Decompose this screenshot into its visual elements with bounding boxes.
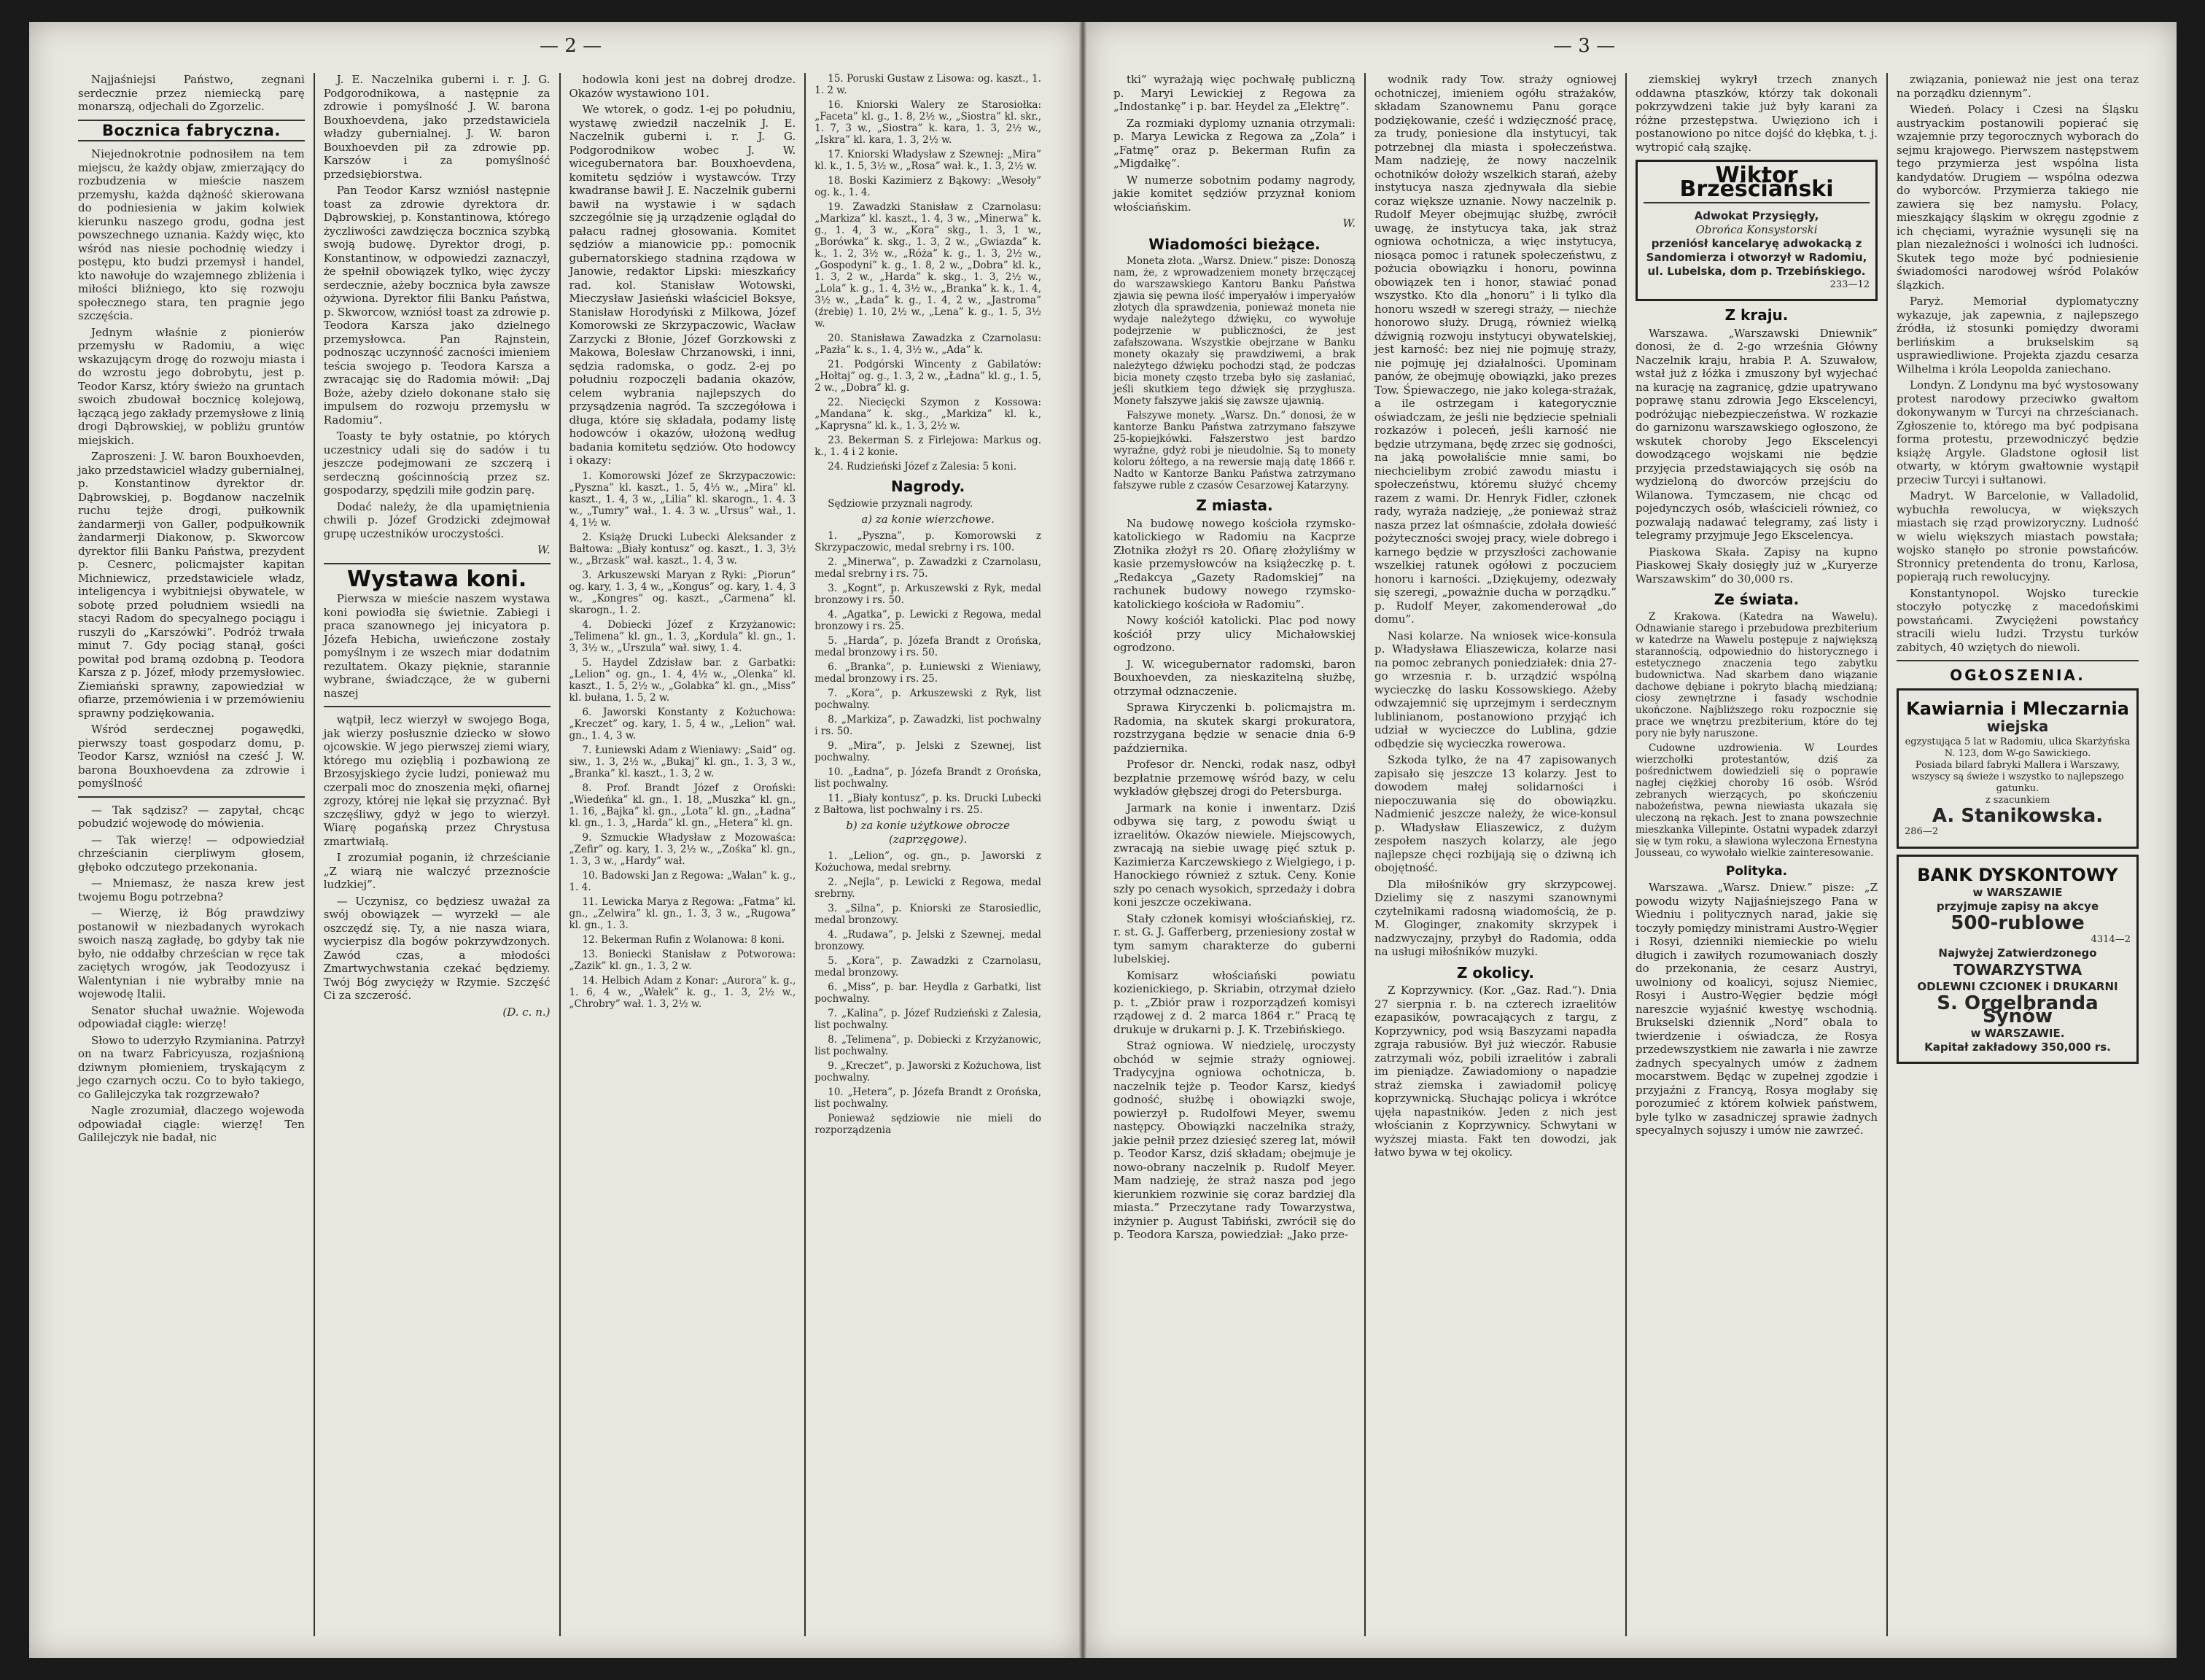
divider (324, 563, 551, 564)
paragraph: J. W. wicegubernator radomski, baron Bouxhoevden, za nieskazitelną służbę, otrzymał odznaczenie. (1113, 657, 1356, 698)
paragraph: Niejednokrotnie podnosiłem na tem miejscu, że każdy objaw, zmierzający do rozbudzenia w mieście naszem przemysłu, każda dążność skierowana do podniesienia w jakim kolwiek kierunku naszego grodu, godna jest powszechnego uznania. Każdy więc, kto wśród nas niesie pochodnię wiedzy i postępu, kto budzi przemysł i handel, kto nawołuje do wzajemnego zbliżenia i miłości bliźniego, kto się rozwoju społecznego stara, ten pragnie jego szczęścia. (78, 147, 305, 322)
section-heading: Ze świata. (1714, 591, 1800, 608)
paragraph: Straż ogniowa. W niedzielę, uroczysty obchód w sejmie straży ogniowej. Tradycyjna ogniowa ochotnicza, b. naczelnik tejże p. Teodor Karsz, kiedyś godność, służbę i obowiązki swoje, powierzył p. Rudolfowi Meyer, swemu następcy. Obowiązki naczelnika straży, jakie pełnił przez dziesięć szereg lat, mówił p. Teodor Karsz, dziś składam; obejmuje je nowo-obrany naczelnik p. Rudolf Meyer. Mam nadzieję, że straż nasza pod jego kierunkiem rozwinie się coraz bardziej dla miasta.” Przeczytane rady Towarzystwa, inżynier p. August Tabiński, zwrócił się do p. Teodora Karsza, powiedział: „Jako prze- (1113, 1039, 1356, 1241)
ad-text: egzystująca 5 lat w Radomiu, ulica Skarżyńska N. 123, dom W-go Sawickiego. (1905, 736, 2131, 759)
list-item: 16. Kniorski Walery ze Starosiołka: „Faceta” kl. g., 1. 8, 2½ w., „Siostra” kl. skr., 1. 7, 3 w., „Siostra” k. kara, 1. 3, 2½ w., „Iskra” kl. kara, 1. 3, 2½ w. (814, 99, 1041, 146)
paragraph: Fałszywe monety. „Warsz. Dn.” donosi, że w kantorze Banku Państwa zatrzymano fałszywe 25-kopiejkówki. Fałszerstwo jest bardzo wyraźne, gdyż robi je nieudolnie. Są to monety koloru żółtego, a na rewersie mają datę 1866 r. Nadto w Kantorze Banku Państwa zatrzymano fałszywe ruble z czasów Cesarzowej Katarzyny. (1113, 410, 1356, 491)
list-item: 7. „Kalina”, p. Józef Rudzieński z Zalesia, list pochwalny. (814, 1008, 1041, 1031)
list-item: 7. „Kora”, p. Arkuszewski z Ryk, list pochwalny. (814, 688, 1041, 711)
ad-code: 233—12 (1829, 279, 1870, 290)
ad-text: Adwokat Przysięgły, (1694, 209, 1819, 222)
list-item: 24. Rudzieński Józef z Zalesia: 5 koni. (828, 461, 1017, 472)
paragraph: Pan Teodor Karsz wzniósł następnie toast za zdrowie dyrektora dr. Dąbrowskiej, p. Konstantinowa, którego życzliwości zawdzięcza bocznica szybką swoją budowę. Dyrektor drogi, p. Konstantinow, w odpowiedzi zaznaczył, że spełnił obowiązek tylko, więc życzy serdecznie, ażeby bocznica była zawsze ożywiona. Dyrektor filii Banku Państwa, p. Skworcow, wzniósł toast za zdrowie p. Teodora Karsza jako dzielnego przemysłowca. Pan Rajnstein, podnosząc uczynność zacności imieniem teścia swojego p. Teodora Karsza a zwracając się do Radomia mówił: „Daj Boże, ażeby dzieło dokonane stało się impulsem do rozwoju przemysłu w Radomiu”. (323, 184, 551, 427)
list-item: 6. Jaworski Konstanty z Kożuchowa: „Kreczet” og. kary, 1. 5, 4 w., „Lelion” wał. gn., 1. 4, 3 w. (569, 706, 796, 742)
advertisement-bank (1897, 855, 2139, 1064)
list-item: 8. Prof. Brandt Józef z Oroński: „Wiedeńka” kl. gn., 1. 18, „Muszka” kl. gn., 1. 16, „Bajka” kl. gn., „Lota” kl. gn., „Ładna” kl. gn., 1. 3, „Harda” kl. gn., „Hetera” kl. gn. (569, 782, 796, 829)
list-item: 6. „Branka”, p. Łuniewski z Wieniawy, medal bronzowy i rs. 25. (814, 661, 1041, 685)
paragraph: W numerze sobotnim podamy nagrody, jakie komitet sędziów przyznał koniom włościańskim. (1113, 173, 1356, 214)
ad-text: w WARSZAWIE (1972, 886, 2063, 899)
list-item: 5. „Kora”, p. Zawadzki z Czarnolasu, medal bronzowy. (814, 955, 1041, 979)
ad-text: TOWARZYSTWA (1953, 961, 2082, 979)
paragraph: hodowla koni jest na dobrej drodze. Okazów wystawiono 101. (569, 73, 796, 100)
list-item: 4. „Agatka”, p. Lewicki z Regowa, medal bronzowy i rs. 25. (814, 609, 1041, 632)
paragraph: Cudowne uzdrowienia. W Lourdes wierzchołki protestantów, dziś za pośrednictwem dowiedzieli się o poprawie nagłej ciężkiej choroby 16 osób. Wśród zebranych wierzących, po skończeniu nabożeństwa, pewna niewiasta ukazała się uleczoną na rękach. Jest to znana powszechnie mieszkanka Villepinte. Ostatni wypadek zdarzył się w tym roku, a sławiona wyleczona Ernestyna Jousseau, co wywołało wielkie zainteresowanie. (1636, 742, 1878, 859)
divider (1897, 660, 2139, 661)
paragraph: Londyn. Z Londynu ma być wystosowany protest narodowy przeciwko gwałtom dokonywanym w Turcyi na chrześcianach. Zgłoszenie to, którego ma być podpisana forma protestu, przewodniczyć będzie książę Argyle. Gladstone ogłosił list otwarty, w którym gwałtownie wystąpił przeciw Turcyi i sułtanowi. (1897, 378, 2139, 486)
paragraph: I zrozumiał poganin, iż chrześcianie „Z wiarą nie walczyć przeznoście ludzkiej”. (323, 851, 551, 891)
paragraph: — Tak wierzę! — odpowiedział chrześcianin cierpliwym głosem, głęboko odczutego przekonania. (78, 833, 305, 874)
paragraph: Pierwsza w mieście naszem wystawa koni powiodła się świetnie. Zabiegi i praca szanownego jej inicyatora p. Józefa Hebicha, uwieńczone zostały pomyślnym i ze wszech miar dodatnim rezultatem. Okazy pięknie, starannie wybrane, świadczące, że w guberni naszej (323, 592, 551, 700)
list-item: 1. Komorowski Józef ze Skrzypaczowic: „Pyszna” kl. kaszt., 1. 5, 4⅓ w., „Mira” kl. kaszt., 1. 4, 3 w., „Lilia” kl. skarogn., 1. 4. 3 w., „Tumry” wał., 1. 4. 3 w. „Ursus” wał., 1. 4, 1½ w. (569, 470, 796, 529)
ad-code: 286—2 (1905, 826, 1939, 837)
ad-amount: 500-rublowe (1951, 912, 2085, 934)
list-item: 6. „Miss”, p. bar. Heydla z Garbatki, list pochwalny. (814, 981, 1041, 1005)
list-item: 1. „Lelion”, og. gn., p. Jaworski z Kożuchowa, medal srebrny. (814, 850, 1041, 874)
ad-code: 4314—2 (2091, 933, 2131, 945)
section-heading: Z miasta. (1196, 497, 1273, 514)
subheading: b) za konie użytkowe obrocze (zaprzęgowe). (846, 819, 1010, 846)
paragraph: Warszawa. „Warsz. Dniew.” pisze: „Z powodu wizyty Najjaśniejszego Pana w Wiedniu i politycznych narad, jakie się toczyły pomiędzy ministrami Austro-Węgier i Rosyi, dzienniki niemieckie po wielu długich i zawiłych rozumowaniach doszły do przekonania, że cesarz Austryi, uwolniony od koalicyi, sojusz Niemiec, Rosyi i Austro-Węgier będzie mógł nareszcie wyjaśnić kwestyę wschodnią. Brukselski dziennik „Nord” obala to twierdzenie i oświadcza, że Rosya przedewszystkiem nie zawarła i nie zawrze żadnych specyalnych umów z żadnem mocarstwem. Będąc w zupełnej zgodzie i przyjaźni z Francyą, Rosya mogłaby się porozumieć z którem kolwiek państwem, byle tylko w zasadniczej sprawie żadnych specyalnych sojuszy i umów nie zawrzeć. (1636, 881, 1878, 1137)
page-number: — 2 — (540, 35, 602, 57)
ad-text: w WARSZAWIE. (1970, 1026, 2065, 1040)
list-item: 20. Stanisława Zawadzka z Czarnolasu: „Pazła” k. s., 1. 4, 3½ w., „Ada” k. (814, 332, 1041, 356)
paragraph: Nagle zrozumiał, dlaczego wojewoda odpowiadał ciągle: wierzę! Ten Galilejczyk nie badał, nic (78, 1104, 305, 1144)
paragraph: Szkoda tylko, że na 47 zapisowanych zapisało się jeszcze 13 kolarzy. Jest to dowodem małej solidarności i niepoczuwania się do obowiązku. Nadmienić jeszcze należy, że wice-konsul p. Władysław Eliaszewicz, z dużym zespołem naszych kolarzy, ale jego najlepsze chęci rozbijają się o dziwną ich obojętność. (1374, 753, 1617, 874)
list-item: 3. „Silna”, p. Kniorski ze Starosiedlic, medal bronzowy. (814, 903, 1041, 926)
paragraph: tki” wyrażają więc pochwałę publiczną p. Maryi Lewickiej z Regowa za „Indostankę” i p. bar. Heydel za „Elektrę”. (1113, 73, 1356, 113)
paragraph: — Wierzę, iż Bóg prawdziwy postanowił w niezbadanych wyrokach swoich naszą zagładę, bo gdyby tak nie było, nie oddałby chrześcian w ręce tak zaciętych wrogów, jak Teodozyusz i Walentynian i nie wybrałby mnie na wojewodę Italii. (78, 906, 305, 1000)
ad-text: Najwyżej Zatwierdzonego (1938, 946, 2097, 960)
list-item: 4. „Rudawa”, p. Jelski z Szewnej, medal bronzowy. (814, 929, 1041, 952)
signature: (D. c. n.) (502, 1005, 551, 1019)
list-item: 8. „Markiza”, p. Zawadzki, list pochwalny i rs. 50. (814, 714, 1041, 737)
paragraph: Sprawa Kiryczenki b. policmajstra m. Radomia, na skutek skargi prokuratora, rozstrzygana będzie w senacie dnia 6-9 października. (1113, 701, 1356, 755)
article-heading: Wystawa koni. (346, 566, 527, 592)
ad-text: przyjmuje zapisy na akcye (1936, 900, 2099, 913)
ad-text: przeniósł kancelaryę adwokacką z Sandomierza i otworzył w Radomiu, ul. Lubelska, dom p. Trzebińskiego. (1646, 236, 1867, 278)
divider (1644, 202, 1870, 203)
list-item: 10. Badowski Jan z Regowa: „Walan” k. g., 1. 4. (569, 869, 796, 893)
divider (324, 706, 551, 707)
list-item: 11. Lewicka Marya z Regowa: „Fatma” kl. gn., „Zelwira” kl. gn., 1. 3, 3 w., „Rugowa” kl. gn., 1. 3. (569, 895, 796, 931)
page-gutter (1079, 22, 1086, 1658)
advertisement-lawyer (1636, 160, 1878, 301)
paragraph: Stały członek komisyi włościańskiej, rz. r. st. G. J. Gafferberg, przeniesiony został w tym samym charakterze do guberni lubelskiej. (1113, 911, 1356, 965)
paragraph: Wiedeń. Polacy i Czesi na Śląsku austryackim postanowili popierać się wzajemnie przy tegorocznych wyborach do sejmu krajowego. Pierwszem następstwem tego przymierza jest wspólna lista kandydatów. Drugiem — wspólna odezwa do wyborców. Przymierza takiego nie zawiera się bez namysłu. Polacy, mieszkający śląskim w okręgu zgodnie z ich chęciami, wyraźnie wysunęli się na plan niezależności i wolności ich ludności. Skutek tego może być podniesienie świadomości narodowej wśród Polaków ślązkich. (1897, 103, 2139, 292)
list-item: 17. Kniorski Władysław z Szewnej: „Mira” kl. k., 1. 5, 3½ w., „Rosa” wał. k., 1. 3, 2½ w. (814, 149, 1041, 172)
list-item: 10. „Ładna”, p. Józefa Brandt z Orońska, list pochwalny. (814, 766, 1041, 790)
column-3 (561, 73, 806, 1636)
page-number: — 3 — (1553, 35, 1616, 57)
paragraph: Konstantynopol. Wojsko tureckie stoczyło potyczkę z macedońskimi powstańcami. Zwyciężeni powstańcy stracili wielu ludzi. Trzystu turków zabitych, 40 wziętych do niewoli. (1897, 586, 2139, 654)
list-item: 21. Podgórski Wincenty z Gabilatów: „Hołtaj” og. g., 1. 3, 2 w., „Ładna” kl. g., 1. 5, 2 w., „Dobra” kl. g. (814, 359, 1041, 394)
paragraph: Madryt. W Barcelonie, w Valladolid, wybuchła rewolucya, w większych miastach się rząd prowizoryczny. Ludność w wielu większych miastach powstała; wojsko stanęło po stronie powstańców. Stronnicy pretendenta do tronu, Karlosa, popierają ruch rewolucyjny. (1897, 489, 2139, 583)
divider (78, 796, 305, 798)
list-item: 13. Boniecki Stanisław z Potworowa: „Zazik” kl. gn., 1. 3, 2 w. (569, 948, 796, 972)
paragraph: Z Koprzywnicy. (Kor. „Gaz. Rad.”). Dnia 27 sierpnia r. b. na czterech izraelitów ezapasików, powracających z targu, z Koprzywnicy, pod wsią Baszyzami napadła zgraja rabusiów. Był już wieczór. Rabusie zatrzymali wóz, pobili izraelitów i zabrali im pieniądze. Zawiadomiony o napadzie straż ziemska i zawiadomił policyę koprzywnicką. Słuchając policya i wkrótce ujęła napastników. Jeden z nich jest włościanin z Koprzywnicy. Schwytani w wyższej miasta. Fakt ten dowodzi, jak łatwo bywa w tej okolicy. (1374, 984, 1617, 1159)
paragraph: Najjaśniejsi Państwo, zegnani serdecznie przez niemiecką parę monarszą, odjechali do Zgorzelic. (78, 73, 305, 113)
column-1 (69, 73, 315, 1636)
section-heading: Z okolicy. (1456, 963, 1535, 981)
signature: W. (1342, 217, 1356, 230)
right-page (1086, 22, 2177, 1658)
paragraph: J. E. Naczelnika guberni i. r. J. G. Podgorodnikowa, a następnie za zdrowie i pomyślność J. W. barona Bouxhoevdena, jako przedstawiciela władzy gubernialnej. J. W. baron Bouxhoevden pił za zdrowie pp. Karszów i za pomyślność przedsiębiorstwa. (323, 73, 551, 181)
list-item: 2. Książę Drucki Lubecki Aleksander z Bałtowa: „Biały kontusz” og. kaszt., 1. 3, 3½ w., „Brzask” wał. kaszt., 1. 4, 3 w. (569, 531, 796, 567)
paragraph: Moneta złota. „Warsz. Dniew.” pisze: Donoszą nam, że, z wprowadzeniem monety brzęczącej do warszawskiego Kantoru Banku Państwa zjawia się pewna ilość imperyałów i imperyałów złotych dla sprawdzenia, ponieważ moneta nie wydaje należytego dźwięku, co wywołuje podejrzenie w publiczności, że jest zafałszowana. Wszystkie obejrzane w Banku monety okazały się prawdziwemi, a brak należytego dźwięku pochodzi stąd, że podczas bicia monety często trzeba było się zasłaniać, jeśli skutkiem tego dźwięk się przygłusza. Monety fałszywe jakiś się zawsze ujawnią. (1113, 255, 1356, 407)
list-item: 9. „Kreczet”, p. Jaworski z Kożuchowa, list pochwalny. (814, 1060, 1041, 1084)
paragraph: Słowo to uderzyło Rzymianina. Patrzył on na twarz Fabricyusza, rozjaśnioną dziwnym płomieniem, tryskającym z jego czarnych oczu. Co to było takiego, co Galilejczyka tak rozgrzewało? (78, 1033, 305, 1101)
list-item: 18. Boski Kazimierz z Bąkowy: „Wesoły” og. k., 1. 4. (814, 175, 1041, 198)
paragraph: Na budowę nowego kościoła rzymsko-katolickiego w Radomiu na Kacprze Złotnika złożył rs 20. Ofiarę złożyliśmy w kasie przemysłowców na książeczkę p. t. „Redakcya „Gazety Radomskiej” na rachunek budowy nowego rzymsko-katolickiego kościoła w Radomiu”. (1113, 516, 1356, 611)
paragraph: Sędziowie przyznali nagrody. (828, 497, 973, 510)
list-item: 2. „Minerwa”, p. Zawadzki z Czarnolasu, medal srebrny i rs. 75. (814, 556, 1041, 580)
paragraph: Nowy kościół katolicki. Plac pod nowy kościół przy ulicy Michałowskiej ogrodzono. (1113, 614, 1356, 654)
paragraph: — Uczynisz, co będziesz uważał za swój obowiązek — wyrzekł — ale oszczędź się. Ty, a nie nasza wiara, wycierpisz dla bogów pokrzywdzonych. Zawód czas, a młodości Zmartwychwstania czekać będziemy. Twój Bóg zwycięży w Rzymie. Szczęść Ci za szczerość. (323, 894, 551, 1002)
paragraph: Wśród serdecznej pogawędki, pierwszy toast gospodarz domu, p. Teodor Karsz, wzniósł na cześć J. W. barona Bouxhoevdena za zdrowie i pomyślność (78, 723, 305, 790)
ads-heading: OGŁOSZENIA. (1950, 666, 2085, 684)
paragraph: Paryż. Memoriał dyplomatyczny wykazuje, jak zapewnia, z najlepszego źródła, iż stosunki pomiędzy dworami berlińskim a brukselskim są usprawiedliwione. Projekta zjazdu cesarza Wilhelma i króla Leopolda zaniechano. (1897, 295, 2139, 376)
paragraph: Profesor dr. Nencki, rodak nasz, odbył bezpłatnie przemowę wśród bazy, w celu wykładów głębszej drogi do Petersburga. (1113, 758, 1356, 798)
paragraph: Jarmark na konie i inwentarz. Dziś odbywa się targ, z powodu świąt u izraelitów. Okazów niewiele. Miejscowych, zwracają na siebie uwagę pięć sztuk p. Kazimierza Karczewskiego z Wielgiego, i p. Hanockiego również z sztuk. Ceny. Konie szły po cenach wysokich, sprzedaży i dobra koni jeszcze oczekiwana. (1113, 801, 1356, 909)
paragraph: We wtorek, o godz. 1-ej po południu, wystawę zwiedził naczelnik J. E. Naczelnik guberni i. r. J. G. Podgorodnikow wobec J. W. wicegubernatora bar. Bouxhoevdena, komitetu sędziów i wystawców. Trzy kwadranse bawił J. E. Naczelnik guberni bawił na wystawie i w sądach szczególnie się ją urządzenie oglądał do pałacu radnej głosowania. Komitet sędziów a mianowicie pp.: pomocnik gubernatorskiego stadnina rządowa w Janowie, redaktor Lipski: mieszkańcy rad. kol. Stanisław Wotowski, Mieczysław Jasieński właściciel Boksye, Stanisław Horodyński z Milkowa, Józef Komorowski ze Skrzypaczowic, Wacław Zarzycki z Błonie, Józef Gorzkowski z Makowa, Bolesław Chrzanowski, i inni, sędzia radomska, o godz. 2-ej po południu rozpoczęli badania okazów, celem wybrania najlepszych do przysądzenia nagród. Ta szczegółowa i długa, które się składała, podamy listę hodowców i okazów, ułożoną według badania komitetu sędziów. Oto hodowcy i okazy: (569, 103, 796, 467)
column-2 (315, 73, 561, 1636)
paragraph: Z Krakowa. (Katedra na Wawelu). Odnawianie starego i przebudowa prezbiterium w katedrze na Wawelu postępuje z największą starannością, odpowiednio do historycznego i estetycznego znaczenia tego zabytku budownictwa. Nad skarbem dano wiązanie dachowe dębiane i pokryto blachą miedzianą; ciosy zewnętrzne i fasady wschodnie ukończone. Najbliższego roku rozpocznie się prace we wnętrzu prezbiterium, które do tej pory nie były naruszone. (1636, 610, 1878, 739)
list-item: 22. Niecięcki Szymon z Kossowa: „Mandana” k. skg., „Markiza” kl. k., „Kaprysna” kl. k., 1. 3, 2½ w. (814, 397, 1041, 432)
list-item: 3. Arkuszewski Maryan z Ryki: „Piorun” og. kary, 1. 3, 4 w., „Kongus” og. kary, 1. 4, 3 w., „Kongres” og. kaszt., „Carmena” kl. skarogn., 1. 2. (569, 569, 796, 616)
column-3 (1627, 73, 1888, 1636)
section-heading: Bocznica fabryczna. (78, 120, 305, 142)
paragraph: Ponieważ sędziowie nie mieli do rozporządzenia (814, 1113, 1041, 1136)
paragraph: Dla miłośników gry skrzypcowej. Dzielimy się z naszymi szanownymi czytelnikami radosną wiadomością, że p. M. Gloginger, znakomity skrzypek i nadzwyczajny, przybył do Radomia, odda na usługi miłośników muzyki. (1374, 877, 1617, 958)
column-4 (1888, 73, 2147, 1636)
paragraph: Piaskowa Skała. Zapisy na kupno Piaskowej Skały dosięgły już w „Kuryerze Warszawskim” do 30,000 rs. (1636, 545, 1878, 586)
column-1 (1105, 73, 1366, 1636)
section-heading: Nagrody. (890, 478, 965, 495)
subheading: a) za konie wierzchowe. (861, 512, 995, 526)
list-item: 15. Poruski Gustaw z Lisowa: og. kaszt., 1. 1. 2 w. (814, 73, 1041, 96)
columns (1105, 73, 2147, 1636)
advertiser-name: Wiktor Brześciański (1679, 163, 1834, 202)
signature: W. (537, 543, 551, 556)
paragraph: — Mniemasz, że nasza krew jest twojemu Bogu potrzebna? (78, 876, 305, 903)
paragraph: wątpił, lecz wierzył w swojego Boga, jak wierzy posłusznie dziecko w słowo ojcowskie. W jego pierwszej ziemi wiary, którego mu ozięblią i pozbawioną ze Brzosyjskiego życie ludzi, ponieważ mu czerpali moc do znoszenia męki, ofiarnej zgrozy, której nie lękał się przyznać. Był szczęśliwy, gdyż w jego to wierzył. Wiarę pogańską przez Chrystusa zmartwiałą. (323, 713, 551, 848)
paragraph: Nasi kolarze. Na wniosek wice-konsula p. Władysława Eliaszewicza, kolarze nasi na pomoc zebranych poniedziałek: dnia 27-go wrzesnia r. b. urządzić wspólną wycieczkę do lasku Kossowskiego. Ażeby odwzajemnić się uprzejmym i serdecznym lublinianom, postanowiono przyjąć ich udział w wycieczce do Lublina, gdzie odbędzie się wycieczka rowerowa. (1374, 629, 1617, 750)
ad-title: BANK DYSKONTOWY (1917, 864, 2118, 885)
ad-name: A. Stanikowska. (1932, 804, 2104, 827)
list-item: 1. „Pyszna”, p. Komorowski z Skrzypaczowic, medal srebrny i rs. 100. (814, 530, 1041, 553)
paragraph: Za rozmiaki dyplomy uznania otrzymali: p. Marya Lewicka z Regowa za „Zola” i „Fatmę” oraz p. Bekerman Rufin za „Migdałkę”. (1113, 116, 1356, 170)
list-item: 9. „Mira”, p. Jelski z Szewnej, list pochwalny. (814, 740, 1041, 763)
column-4 (806, 73, 1050, 1636)
list-item: 7. Łuniewski Adam z Wieniawy: „Said” og. siw., 1. 3, 2½ w., „Bukaj” kl. gn., 1. 3, 3 w., „Branka” kl. kaszt., 1. 3, 2 w. (569, 744, 796, 779)
list-item: 9. Szmuckie Władysław z Mozowaśca: „Zefir” og. kary, 1. 3, 2½ w., „Zośka” kl. gn., 1. 3, 3 w., „Hardy” wał. (569, 831, 796, 867)
paragraph: Jednym właśnie z pionierów przemysłu w Radomiu, a więc wskazującym drogę do rozwoju miasta i do wzrostu jego dobrobytu, jest p. Teodor Karsz, który świeżo na gruntach swoich zbudował bocznicę kolejową, łączącą jego zakłady przemysłowe z linią drogi Dąbrowskiej, w pobliżu gruntów miejskich. (78, 325, 305, 447)
paragraph: Komisarz włościański powiatu kozienickiego, p. Skriabin, otrzymał dzieło p. t. „Zbiór praw i rozporządzeń komisyi rządowej z d. 2 marca 1864 r.” Pracą tę drukuje w drukarni p. J. K. Trzebińskiego. (1113, 968, 1356, 1036)
list-item: 5. Haydel Zdzisław bar. z Garbatki: „Lelion” og. gn., 1. 4, 4½ w., „Olenka” kl. kaszt., 1. 5, 2½ w., „Golabka” kl. gn., „Miss” kl. bułana, 1. 5, 2 w. (569, 656, 796, 704)
list-item: 8. „Telimena”, p. Dobiecki z Krzyżanowic, list pochwalny. (814, 1034, 1041, 1057)
ad-name: S. Orgelbranda Synów (1937, 992, 2099, 1027)
columns (69, 73, 1050, 1636)
paragraph: Toasty te były ostatnie, po których uczestnicy udali się do sadów i tu jeszcze podejmowani ze szczerą i serdeczną gościnnością przez sz. gospodarzy, spędzili miłe godzin parę. (323, 429, 551, 497)
ad-title: Kawiarnia i Mleczarnia (1906, 698, 2129, 719)
ad-text: Obrońca Konsystorski (1695, 223, 1818, 236)
list-item: 10. „Hetera”, p. Józefa Brandt z Orońska, list pochwalny. (814, 1086, 1041, 1110)
ad-text: ODLEWNI CZCIONEK i DRUKARNI (1917, 979, 2118, 993)
ad-text: Kapitał zakładowy 350,000 rs. (1924, 1040, 2111, 1054)
list-item: 23. Bekerman S. z Firlejowa: Markus og. k., 1. 4 i 2 konie. (814, 435, 1041, 458)
paragraph: ziemskiej wykrył trzech znanych oddawna ptaszków, którzy tak dokonali pokrzywdzeni takie już były karani za różne przestępstwa. Uwięziono ich i postanowiono po nitce dojść do kłębka, t. j. wytropić całą szajkę. (1636, 73, 1878, 154)
paragraph: Warszawa. „Warszawski Dniewnik” donosi, że d. 2-go września Główny Naczelnik kraju, hrabia P. A. Szuwałow, wstał już z łóżka i zmuszony był wyjechać na kurację na zagranicę, gdzie upatrywano poprawę stanu zdrowia Jego Ekscelencyi, podróżując niebezpieczeństwa. W rozkazie do garnizonu warszawskiego ogłoszono, że wskutek choroby Jego Ekscelencyi dowodzącego wojskami nie będzie przyjęcia przedstawiających się osób na wydzieloną do dworców przejściu do Wilanowa. Tymczasem, nie chcąc od pojedynczych osób, właścicieli również, co pozwalają nadawać telegramy, zaś listy i telegramy przyjmuje Jego Ekscelencya. (1636, 326, 1878, 542)
ad-text: z szacunkiem (1985, 794, 2050, 806)
ad-text: Posiada bilard fabryki Mallera i Warszawy, wszyscy są świeże i wszystko to najlepszego gatunku. (1911, 759, 2124, 794)
list-item: 19. Zawadzki Stanisław z Czarnolasu: „Markiza” kl. kaszt., 1. 4, 3 w., „Minerwa” k. g., 1. 4, 3 w., „Kora” skg., 1. 3, 1 w., „Borówka” k. skg., 1. 3, 2 w., „Gwiazda” k. k., 1. 2, 3½ w., „Róża” k. g., 1. 3, 2½ w., „Gospodyni” k. g., 1. 8, 2 w., „Dobra” kl. k., 1. 3, 2 w., „Harda” k. skg., 1. 3, 2½ w., „Lola” k. g., 1. 4, 3½ w., „Branka” k. k., 1. 4, 3½ w., „Łada” k. g., 1. 4, 2 w., „Jastroma” (źrebię) 1. 10, 2½ w., „Lena” k. g., 1. 5, 3½ w. (814, 201, 1041, 330)
list-item: 4. Dobiecki Józef z Krzyżanowic: „Telimena” kl. gn., 1. 3, „Kordula” kl. gn., 1. 3, 3½ w., „Urszula” wał. siwy, 1. 4. (569, 618, 796, 654)
list-item: 14. Helbich Adam z Konar: „Aurora” k. g., 1. 6, 4 w., „Wałek” k. g., 1. 3, 2½ w., „Chrobry” wał. 1. 3, 2½ w. (569, 974, 796, 1010)
advertisement-cafe (1897, 688, 2139, 849)
list-item: 2. „Nejla”, p. Lewicki z Regowa, medal srebrny. (814, 876, 1041, 900)
list-item: 11. „Biały kontusz”, p. ks. Drucki Lubecki z Bałtowa, list pochwalny i rs. 25. (814, 793, 1041, 816)
paragraph: — Tak sądzisz? — zapytał, chcąc pobudzić wojewodę do mówienia. (78, 803, 305, 830)
section-heading: Polityka. (1725, 863, 1788, 879)
paragraph: Dodać należy, że dla upamiętnienia chwili p. Józef Grodzicki zdejmował grupę uczestników uroczystości. (323, 499, 551, 540)
left-page (29, 22, 1079, 1658)
list-item: 3. „Kognt”, p. Arkuszewski z Ryk, medal bronzowy i rs. 50. (814, 583, 1041, 606)
paragraph: wodnik rady Tow. straży ogniowej ochotniczej, imieniem ogółu strażaków, składam Szanownemu Panu gorące podziękowanie, cześć i wdzięczność pracę, za trudy, poniesione dla instytucyi, tak potrzebnej dla miasta i społeczeństwa. Mam nadzieję, że nowy naczelnik ochotników dołoży wszelkich starań, ażeby instytucya nasza zjednywała dla siebie coraz większe uznanie. Nowy naczelnik p. Rudolf Meyer obejmując służbę, zwrócił uwagę, że instytucya taka, jak straż ogniowa ochotnicza, a więc instytucya, niosąca pomoc i ratunek społeczeństwu, z pożucia obowiązku i honoru, powinna obowiązek ten i honor, stawiać ponad wszystko. Kto dla „honoru” i li tylko dla honoru wszedł w szeregi straży, — niechże honorowo służy. Drugą, również wielką dźwignią rozwoju instytucyi obywatelskiej, jest karność: bez niej nie pojmuję straży, nie pojmuję jej działalności. Upominam panów, że obejmuję obowiązki, jako prezes Tow. Śpiewaczego, nie jako kolega-strażak, a ile ostrzegam i kategorycznie oświadczam, że jeśli nie będziecie spełniali rozkazów i poleceń, jeśli karność nie będzie utrzymana, będę zrzec się godności, na jaką powołaliście mnie sami, bo niechcielibym zrobić zawodu miastu i społeczeństwu, któremu służyć chcemy razem z wami. Dr. Henryk Fidler, członek rady, wyraża nadzieję, „że ponieważ straż nasza przez lat ośmnaście, zdołała dowieść pożyteczności swojej pracy, wiele dobrego i karnego będzie w przyszłości zachowanie wszelkiej ratunek ogółowi z poczuciem honoru i karności. „Dziękujemy, odezwały się szeregi, „poważnie ducha w porządku.” p. Rudolf Meyer, zakomenderował „do domu”. (1374, 73, 1617, 626)
list-item: 12. Bekerman Rufin z Wolanowa: 8 koni. (582, 933, 785, 946)
paragraph: Senator słuchał uważnie. Wojewoda odpowiadał ciągle: wierzę! (78, 1003, 305, 1030)
column-2 (1366, 73, 1627, 1636)
paragraph: Zaproszeni: J. W. baron Bouxhoevden, jako przedstawiciel władzy gubernialnej, p. Konstantinow dyrektor dr. Dąbrowskiej, p. Bogdanow naczelnik ruchu tejże drogi, pułkownik żandarmerji von Galler, podpułkownik żandarmerji Diakonow, p. Skworcow dyrektor filii Banku Państwa, prezydent p. Cesnerc, policmajster kapitan Michniewicz, przedstawiciele władz, inteligencya i wybitniejsi obywatele, w sobotę przed południem wsiedli na stacyi Radom do specyalnego pociągu i ruszyli do „Karszówki”. Podróż trwała minut 7. Gdy pociąg stanął, gości powitał pod bramą ozdobną p. Teodora Karsza z p. Józef, młody przemysłowiec. Ziemiański sprawny, zapowiedział w ofiarze, przemówienia i w przemówieniu sprawny podziękowania. (78, 450, 305, 720)
section-heading: Wiadomości bieżące. (1148, 235, 1321, 253)
paragraph: związania, ponieważ nie jest ona teraz na porządku dziennym”. (1897, 73, 2139, 100)
section-heading: Z kraju. (1724, 306, 1789, 324)
ad-subtitle: wiejska (1986, 718, 2049, 735)
list-item: 5. „Harda”, p. Józefa Brandt z Orońska, medal bronzowy i rs. 50. (814, 635, 1041, 658)
